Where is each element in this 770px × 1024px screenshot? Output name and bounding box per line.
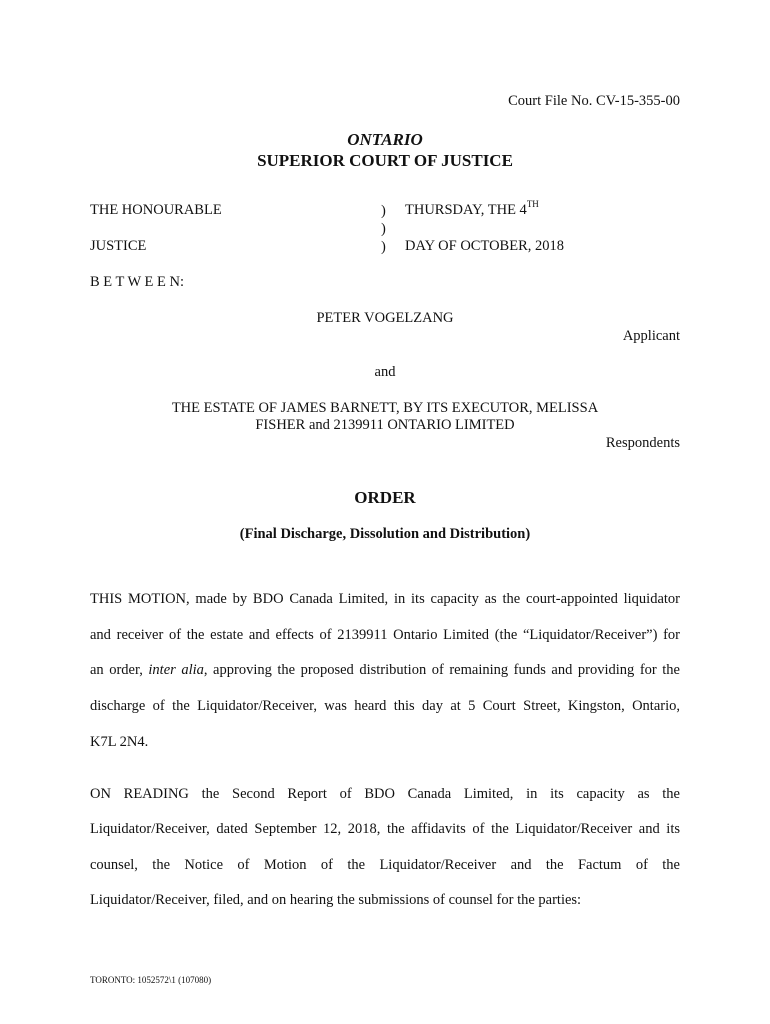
coram-paren-1: ) xyxy=(381,203,386,219)
applicant-name: PETER VOGELZANG xyxy=(316,310,454,326)
hearing-date-line1 xyxy=(405,199,539,219)
between-label: B E T W E E N: xyxy=(90,274,184,290)
court-name: SUPERIOR COURT OF JUSTICE xyxy=(257,151,513,170)
coram-paren-2: ) xyxy=(381,221,386,237)
paragraph2-line1: ON READING the Second Report of BDO Canada Limited, in its capacity as the xyxy=(90,786,680,802)
and-separator: and xyxy=(374,364,396,380)
hearing-date-line1-text: THURSDAY, THE 4 xyxy=(405,202,527,218)
order-title: ORDER xyxy=(354,488,416,507)
coram-paren-3: ) xyxy=(381,239,386,255)
paragraph1-line2: and receiver of the estate and effects of 2139911 Ontario Limited (the “Liquidator/Receiver”) for xyxy=(90,627,680,643)
footer-document-reference: TORONTO: 1052572\1 (107080) xyxy=(90,975,212,985)
hearing-date-line2: DAY OF OCTOBER, 2018 xyxy=(405,238,564,254)
court-file-number: Court File No. CV-15-355-00 xyxy=(508,93,680,109)
paragraph1-line1: THIS MOTION, made by BDO Canada Limited, in its capacity as the court-appointed liquidator xyxy=(90,591,680,607)
respondent-name-line1: THE ESTATE OF JAMES BARNETT, BY ITS EXECUTOR, MELISSA xyxy=(171,400,599,416)
paragraph1-line3 xyxy=(90,662,680,679)
order-subtitle: (Final Discharge, Dissolution and Distribution) xyxy=(239,526,531,542)
judge-title-line1: THE HONOURABLE xyxy=(90,202,222,218)
judge-title-line2: JUSTICE xyxy=(90,238,147,254)
paragraph2-line2: Liquidator/Receiver, dated September 12, 2018, the affidavits of the Liquidator/Receiver and its xyxy=(90,821,680,837)
paragraph2-line3: counsel, the Notice of Motion of the Liquidator/Receiver and the Factum of the xyxy=(90,857,680,873)
paragraph1-line3-a: an order, xyxy=(90,662,149,678)
paragraph1-line3-b: , approving the proposed distribution of remaining funds and providing for the xyxy=(203,662,680,678)
paragraph1-line4: discharge of the Liquidator/Receiver, was heard this day at 5 Court Street, Kingston, Ontario, xyxy=(90,698,680,714)
paragraph1-line5: K7L 2N4. xyxy=(90,734,149,750)
respondent-name-line2: FISHER and 2139911 ONTARIO LIMITED xyxy=(255,417,515,433)
court-province: ONTARIO xyxy=(347,130,423,149)
hearing-date-superscript: TH xyxy=(526,199,539,209)
paragraph2-line4: Liquidator/Receiver, filed, and on hearing the submissions of counsel for the parties: xyxy=(90,892,582,908)
applicant-role: Applicant xyxy=(622,328,680,344)
paragraph1-italic-term: inter alia xyxy=(148,662,204,678)
respondent-role: Respondents xyxy=(605,435,680,451)
